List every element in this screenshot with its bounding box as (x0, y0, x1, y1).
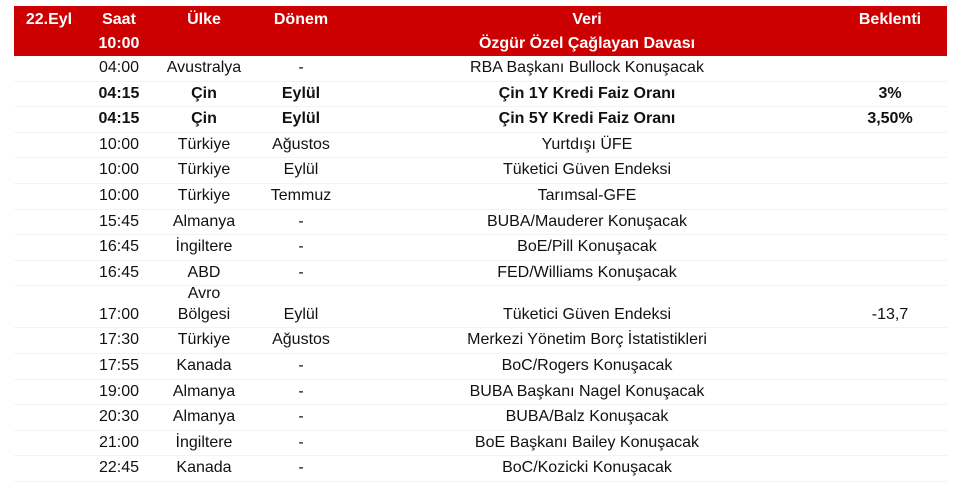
row-period: Eylül (281, 84, 321, 102)
row-country: Almanya (172, 382, 236, 400)
row-country: Çin (191, 110, 217, 128)
table-row (14, 354, 947, 380)
row-country: Avustralya (166, 59, 242, 76)
row-data: Merkezi Yönetim Borç İstatistikleri (467, 331, 707, 349)
header-data: Veri (572, 11, 602, 28)
table-row (14, 133, 947, 159)
row-data: BoE/Pill Konuşacak (517, 238, 657, 256)
row-expectation: 3% (878, 84, 902, 102)
table-row (14, 328, 947, 354)
row-data: Yurtdışı ÜFE (541, 135, 633, 153)
row-period: - (298, 212, 304, 230)
row-data: Tarımsal-GFE (537, 186, 637, 204)
row-data: Tüketici Güven Endeksi (502, 161, 672, 179)
row-time: 17:55 (98, 356, 140, 374)
table-row (14, 82, 947, 108)
row-time: 17:30 (98, 331, 140, 349)
row-period: Ağustos (272, 331, 330, 349)
row-time: 04:15 (98, 110, 140, 128)
table-row (14, 405, 947, 431)
row-time: 20:30 (98, 408, 140, 426)
table-row (14, 235, 947, 261)
row-data: Çin 5Y Kredi Faiz Oranı (498, 110, 676, 128)
row-country: İngiltere (175, 433, 233, 451)
row-data: Çin 1Y Kredi Faiz Oranı (498, 84, 676, 102)
header-period: Dönem (273, 11, 329, 28)
row-time: 22:45 (98, 459, 140, 477)
table-row (14, 456, 947, 482)
row-time: 21:00 (98, 433, 140, 451)
row-data: BoC/Kozicki Konuşacak (502, 459, 672, 477)
table-row (14, 380, 947, 406)
economic-calendar-table (14, 6, 947, 482)
table-row (14, 107, 947, 133)
table-row (14, 210, 947, 236)
row-country: Çin (191, 84, 217, 102)
row-period: - (298, 356, 304, 374)
row-data: BUBA/Mauderer Konuşacak (486, 212, 688, 230)
table-body (14, 56, 947, 482)
row-period: - (298, 408, 304, 426)
row-period: - (298, 59, 304, 76)
row-time: 10:00 (98, 161, 140, 179)
row-period: - (298, 263, 304, 281)
table-row (14, 261, 947, 287)
row-time: 19:00 (98, 382, 140, 400)
table-row (14, 56, 947, 82)
row-time: 04:15 (98, 84, 140, 102)
row-period: - (298, 382, 304, 400)
row-data: BUBA/Balz Konuşacak (505, 408, 669, 426)
table-header (14, 6, 947, 56)
row-country: Avro Bölgesi (177, 285, 231, 324)
row-country: İngiltere (175, 238, 233, 256)
row-data: FED/Williams Konuşacak (497, 263, 677, 281)
row-data: BoE Başkanı Bailey Konuşacak (474, 433, 700, 451)
row-time: 04:00 (98, 59, 140, 76)
row-country: Türkiye (177, 161, 231, 179)
row-period: Temmuz (270, 186, 332, 204)
header-sub-event: Özgür Özel Çağlayan Davası (478, 35, 696, 52)
table-row (14, 158, 947, 184)
row-country: Almanya (172, 212, 236, 230)
row-data: BUBA Başkanı Nagel Konuşacak (469, 382, 705, 400)
row-country: Türkiye (177, 331, 231, 349)
row-country: Türkiye (177, 135, 231, 153)
header-country: Ülke (187, 11, 221, 28)
row-country: Almanya (172, 408, 236, 426)
row-data: RBA Başkanı Bullock Konuşacak (470, 59, 704, 76)
header-date: 22.Eyl (25, 11, 73, 28)
row-data: Tüketici Güven Endeksi (502, 306, 672, 324)
row-period: Ağustos (272, 135, 330, 153)
row-time: 16:45 (98, 238, 140, 256)
row-time: 17:00 (98, 306, 140, 324)
header-time: Saat (102, 11, 136, 28)
row-period: - (298, 459, 304, 477)
row-country: Kanada (176, 459, 232, 477)
table-row (14, 184, 947, 210)
row-country: Türkiye (177, 186, 231, 204)
row-time: 15:45 (98, 212, 140, 230)
table-row (14, 431, 947, 457)
row-expectation: 3,50% (867, 110, 913, 128)
row-time: 10:00 (98, 186, 140, 204)
header-expectation: Beklenti (858, 11, 922, 28)
row-time: 16:45 (98, 263, 140, 281)
row-period: Eylül (283, 306, 319, 324)
row-expectation: -13,7 (871, 306, 909, 324)
table-row (14, 286, 947, 328)
row-country: ABD (187, 263, 221, 281)
row-period: - (298, 433, 304, 451)
row-period: Eylül (283, 161, 319, 179)
row-data: BoC/Rogers Konuşacak (501, 356, 673, 374)
header-sub-time: 10:00 (98, 35, 140, 52)
row-period: Eylül (281, 110, 321, 128)
row-period: - (298, 238, 304, 256)
row-time: 10:00 (98, 135, 140, 153)
row-country: Kanada (176, 356, 232, 374)
